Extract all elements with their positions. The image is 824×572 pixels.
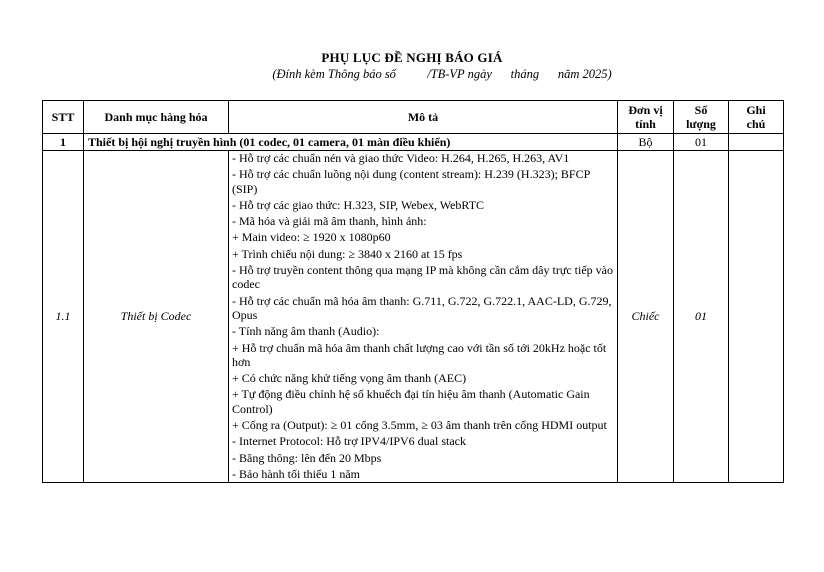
header-note-line2: chú (746, 117, 766, 131)
header-unit-line1: Đơn vị (628, 103, 663, 117)
header-note (729, 101, 784, 134)
header-qty-line1: Số (694, 103, 708, 117)
description-line: - Mã hóa và giải mã âm thanh, hình ảnh: (232, 214, 427, 229)
group-stt: 1 (43, 134, 84, 151)
header-description: Mô tả (229, 101, 618, 134)
header-note-line1: Ghi (746, 103, 766, 117)
table-row-group (43, 134, 784, 151)
item-qty: 01 (674, 151, 729, 483)
group-qty: 01 (674, 134, 729, 151)
description-line: + Main video: ≥ 1920 x 1080p60 (232, 230, 391, 245)
item-stt: 1.1 (43, 151, 84, 483)
group-unit: Bộ (618, 134, 674, 151)
description-line: - Internet Protocol: Hỗ trợ IPV4/IPV6 dual stack (232, 434, 466, 449)
item-unit: Chiếc (618, 151, 674, 483)
document-title: PHỤ LỤC ĐỀ NGHỊ BÁO GIÁ (321, 50, 503, 65)
description-line: - Hỗ trợ các chuẩn nén và giao thức Video: H.264, H.265, H.263, AV1 (232, 151, 570, 165)
header-stt: STT (43, 101, 84, 134)
description-line: + Trình chiếu nội dung: ≥ 3840 x 2160 at 15 fps (232, 246, 463, 261)
item-note (729, 151, 784, 483)
table-header-row (43, 101, 784, 134)
description-line: + Hỗ trợ chuẩn mã hóa âm thanh chất lượng cao với tần số tới 20kHz hoặc tốt hơn (232, 340, 607, 369)
header-qty-line2: lượng (686, 117, 716, 131)
header-unit (618, 101, 674, 134)
group-note (729, 134, 784, 151)
description-line: - Hỗ trợ truyền content thông qua mạng IP mà không cần cắm dây trực tiếp vào codec (232, 263, 613, 292)
description-line: - Hỗ trợ các chuẩn mã hóa âm thanh: G.711, G.722, G.722.1, AAC-LD, G.729, Opus (232, 293, 612, 322)
table-row-item (43, 151, 784, 483)
description-line: - Hỗ trợ các giao thức: H.323, SIP, Webex, WebRTC (232, 197, 485, 212)
description-line: + Có chức năng khử tiếng vọng âm thanh (AEC) (232, 371, 467, 386)
description-line: + Tự động điều chỉnh hệ số khuếch đại tín hiệu âm thanh (Automatic Gain Control) (232, 387, 590, 416)
group-title: Thiết bị hội nghị truyền hình (01 codec, 01 camera, 01 màn điều khiển) (84, 134, 618, 151)
header-qty (674, 101, 729, 134)
description-list (232, 151, 614, 481)
description-line: - Băng thông: lên đến 20 Mbps (232, 450, 382, 465)
description-line: + Cổng ra (Output): ≥ 01 cổng 3.5mm, ≥ 03 âm thanh trên cổng HDMI output (232, 418, 607, 433)
description-line: - Hỗ trợ các chuẩn luồng nội dung (content stream): H.239 (H.323); BFCP (SIP) (232, 167, 590, 196)
description-line: - Tính năng âm thanh (Audio): (232, 324, 380, 339)
quote-table (42, 100, 784, 483)
item-description (229, 151, 618, 483)
document-subtitle: (Đính kèm Thông báo số /TB-VP ngày tháng năm 2025) (272, 67, 612, 81)
item-name: Thiết bị Codec (84, 151, 229, 483)
header-category: Danh mục hàng hóa (84, 101, 229, 134)
header-unit-line2: tính (635, 117, 656, 131)
description-line: - Bảo hành tối thiểu 1 năm (232, 466, 360, 481)
